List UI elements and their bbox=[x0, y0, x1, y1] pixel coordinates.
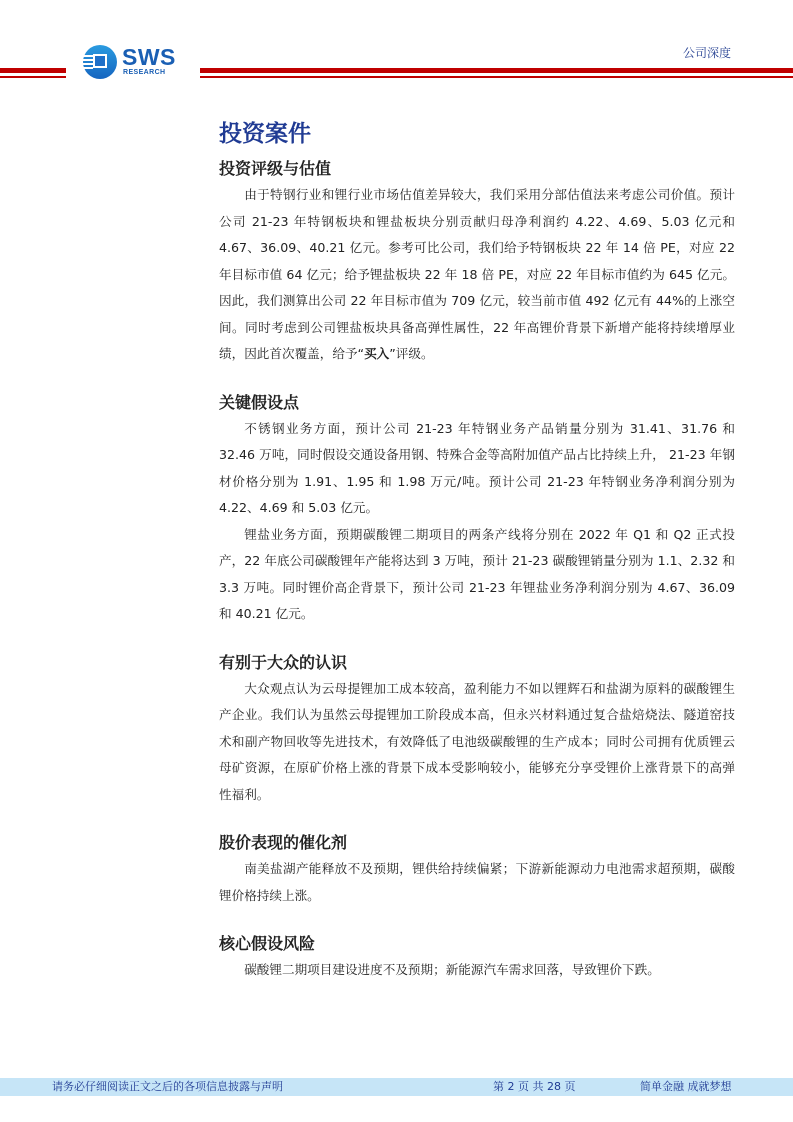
header-rule-left bbox=[0, 68, 66, 78]
footer-page-info: 第 2 页 共 28 页 bbox=[493, 1080, 576, 1093]
section-heading: 核心假设风险 bbox=[219, 934, 316, 953]
paragraph: 不锈钢业务方面，预计公司 21-23 年特钢业务产品销量分别为 31.41、31.76 和 32.46 万吨，同时假设交通设备用钢、特殊合金等高附加值产品占比持续上升， 21-23 年钢材价格分别为 1.91、1.95 和 1.98 万元/吨。预计公司 21-23 年特钢业务净利润分别为 4.22、4.69 和 5.03 亿元。 bbox=[219, 420, 735, 515]
document-body bbox=[219, 118, 735, 984]
paragraph bbox=[219, 182, 735, 368]
section-rating-valuation bbox=[219, 156, 735, 368]
section-key-assumptions bbox=[219, 390, 735, 628]
logo-text: SWS bbox=[122, 44, 176, 70]
header-rule-right bbox=[200, 68, 793, 78]
paragraph-text: 由于特钢行业和锂行业市场估值差异较大，我们采用分部估值法来考虑公司价值。预计公司 21-23 年特钢板块和锂盐板块分别贡献归母净利润约 4.22、4.69、5.03 亿元和 4.67、36.09、40.21 亿元。参考可比公司，我们给予特钢板块 22 年 14 倍 PE，对应 22 年目标市值 64 亿元；给予锂盐板块 22 年 18 倍 PE，对应 22 年目标市值约为 645 亿元。因此，我们测算出公司 22 年目标市值为 709 亿元，较当前市值 492 亿元有 44%的上涨空间。同时考虑到公司锂盐板块具备高弹性属性，22 年高锂价背景下新增产能将持续增厚业绩，因此首次覆盖，给予“ bbox=[219, 187, 735, 361]
logo-subtext: RESEARCH bbox=[123, 69, 166, 76]
footer-disclaimer: 请务必仔细阅读正文之后的各项信息披露与声明 bbox=[52, 1080, 283, 1093]
section-differentiated-view bbox=[219, 650, 735, 809]
section-heading: 关键假设点 bbox=[219, 392, 300, 412]
paragraph: 碳酸锂二期项目建设进度不及预期；新能源汽车需求回落，导致锂价下跌。 bbox=[244, 962, 660, 977]
report-type-label: 公司深度 bbox=[682, 46, 731, 60]
section-catalysts bbox=[219, 830, 735, 909]
paragraph: 锂盐业务方面，预期碳酸锂二期项目的两条产线将分别在 2022 年 Q1 和 Q2 正式投产，22 年底公司碳酸锂年产能将达到 3 万吨，预计 21-23 碳酸锂销量分别为 1.1、2.32 和 3.3 万吨。同时锂价高企背景下，预计公司 21-23 年锂盐业务净利润分别为 4.67、36.09 和 40.21 亿元。 bbox=[219, 526, 735, 621]
page-title: 投资案件 bbox=[219, 121, 311, 147]
paragraph-text: ”评级。 bbox=[389, 346, 434, 361]
section-heading: 投资评级与估值 bbox=[219, 159, 332, 178]
sws-research-logo bbox=[82, 44, 182, 80]
paragraph: 大众观点认为云母提锂加工成本较高，盈利能力不如以锂辉石和盐湖为原料的碳酸锂生产企业。我们认为虽然云母提锂加工阶段成本高，但永兴材料通过复合盐焙烧法、隧道窑技术和副产物回收等先进技术，有效降低了电池级碳酸锂的生产成本；同时公司拥有优质锂云母矿资源，在原矿价格上涨的背景下成本受影响较小，能够充分享受锂价上涨背景下的高弹性福利。 bbox=[219, 680, 735, 802]
section-heading: 股价表现的催化剂 bbox=[219, 833, 348, 852]
section-risks bbox=[219, 931, 735, 984]
footer-slogan: 简单金融 成就梦想 bbox=[640, 1080, 732, 1093]
sws-logo-mark-icon bbox=[82, 44, 118, 80]
paragraph: 南美盐湖产能释放不及预期，锂供给持续偏紧；下游新能源动力电池需求超预期，碳酸锂价格持续上涨。 bbox=[219, 861, 735, 903]
section-heading: 有别于大众的认识 bbox=[219, 652, 348, 672]
rating-emphasis: 买入 bbox=[364, 346, 390, 361]
